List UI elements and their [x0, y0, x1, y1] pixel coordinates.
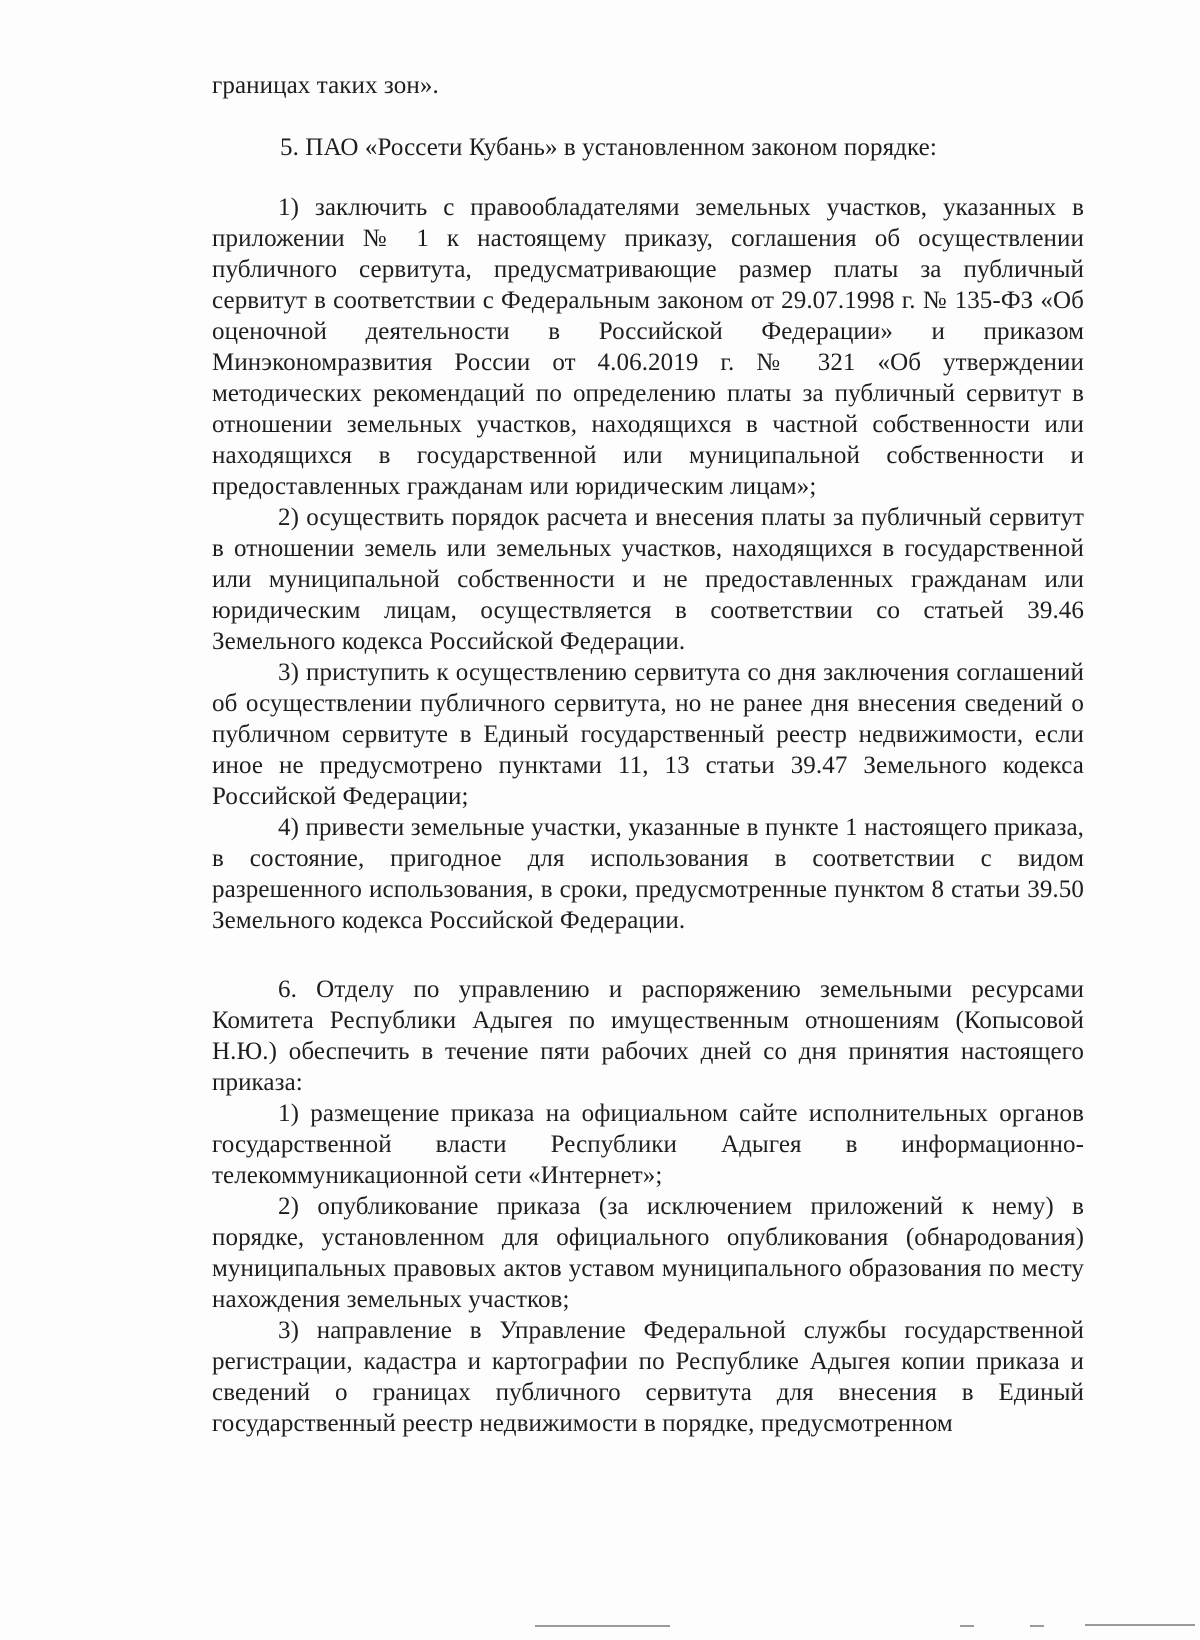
- section-5-item-1: 1) заключить с правообладателями земельных участков, указанных в приложении № 1 к настоящему приказу, соглашения об осуществлении публичного сервитута, предусматривающие размер платы за публичный сервитут в соответствии с Федеральным законом от 29.07.1998 г. № 135-ФЗ «Об оценочной деятельности в Российской Федерации» и приказом Минэкономразвития России от 4.06.2019 г. № 321 «Об утверждении методических рекомендаций по определению платы за публичный сервитут в отношении земельных участков, находящихся в частной собственности или находящихся в государственной или муниципальной собственности и предоставленных гражданам или юридическим лицам»;: [212, 194, 1084, 500]
- scan-artifact-line: [1085, 1624, 1195, 1626]
- continuation-text: границах таких зон».: [212, 72, 439, 99]
- section-5-heading: 5. ПАО «Россети Кубань» в установленном законом порядке:: [280, 134, 937, 161]
- scan-artifact-line: [960, 1625, 974, 1627]
- scan-artifact-line: [1030, 1625, 1044, 1627]
- scan-artifact-line: [535, 1625, 670, 1627]
- section-6-heading: 6. Отделу по управлению и распоряжению земельными ресурсами Комитета Республики Адыгея по имущественным отношениям (Копысовой Н.Ю.) обеспечить в течение пяти рабочих дней со дня принятия настоящего приказа:: [212, 976, 1084, 1096]
- section-6-item-3: 3) направление в Управление Федеральной службы государственной регистрации, кадастра и картографии по Республике Адыгея копии приказа и сведений о границах публичного сервитута для внесения в Единый государственный реестр недвижимости в порядке, предусмотренном: [212, 1317, 1084, 1437]
- section-5-item-3: 3) приступить к осуществлению сервитута со дня заключения соглашений об осуществлении публичного сервитута, но не ранее дня внесения сведений о публичном сервитуте в Единый государственный реестр недвижимости, если иное не предусмотрено пунктами 11, 13 статьи 39.47 Земельного кодекса Российской Федерации;: [212, 659, 1084, 810]
- section-6-item-1: 1) размещение приказа на официальном сайте исполнительных органов государственной власти Республики Адыгея в информационно-телекоммуникационной сети «Интернет»;: [212, 1100, 1084, 1189]
- section-5-items: [212, 192, 1084, 936]
- section-6-block: [212, 974, 1084, 1439]
- section-5-heading-block: [212, 132, 1084, 163]
- section-5-item-2: 2) осуществить порядок расчета и внесения платы за публичный сервитут в отношении земель или земельных участков, находящихся в государственной или муниципальной собственности и не предоставленных гражданам или юридическим лицам, осуществляется в соответствии со статьей 39.46 Земельного кодекса Российской Федерации.: [212, 504, 1084, 655]
- section-4-continuation: [212, 70, 1084, 101]
- section-5-item-4: 4) привести земельные участки, указанные в пункте 1 настоящего приказа, в состояние, пригодное для использования в соответствии с видом разрешенного использования, в сроки, предусмотренные пунктом 8 статьи 39.50 Земельного кодекса Российской Федерации.: [212, 814, 1084, 934]
- section-6-item-2: 2) опубликование приказа (за исключением приложений к нему) в порядке, установленном для официального опубликования (обнародования) муниципальных правовых актов уставом муниципального образования по месту нахождения земельных участков;: [212, 1193, 1084, 1313]
